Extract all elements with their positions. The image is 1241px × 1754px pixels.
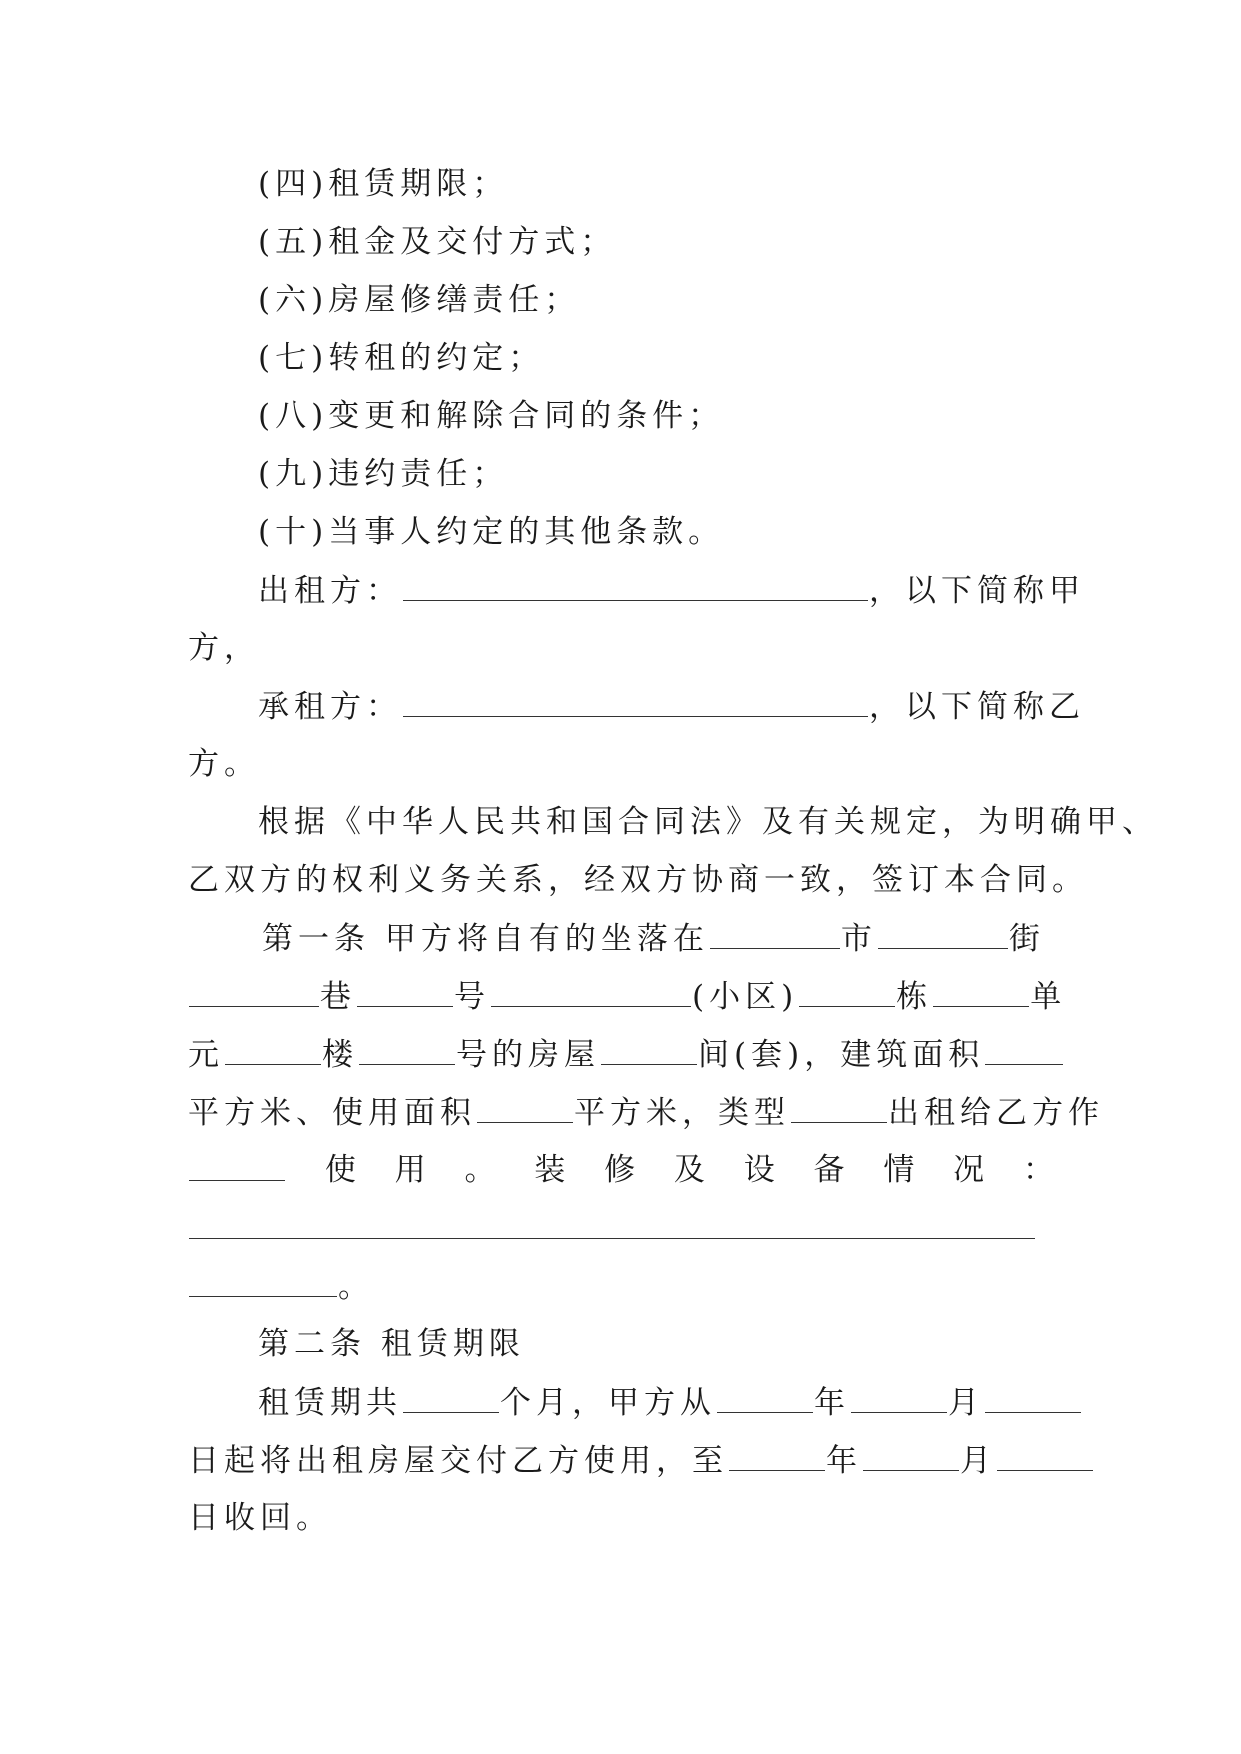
article1-line-2	[188, 976, 1067, 1017]
unit-label-start: 单	[1030, 979, 1067, 1015]
word-use-2: 用	[394, 1152, 426, 1188]
article1-line-7	[188, 1266, 1054, 1307]
end-year-label: 年	[826, 1443, 862, 1479]
article1-line-4	[188, 1092, 1104, 1133]
article2-line-3: 日收回。	[188, 1500, 332, 1536]
lessee-label: 承租方：	[258, 689, 402, 725]
community-blank[interactable]	[491, 976, 691, 1007]
usable-area-blank[interactable]	[477, 1092, 573, 1123]
word-decor-1: 装	[534, 1152, 566, 1188]
list-item-term: (四)租赁期限；	[258, 166, 509, 202]
start-year-blank[interactable]	[717, 1382, 813, 1413]
list-item-repair: (六)房屋修缮责任；	[258, 282, 581, 318]
list-item-other: (十)当事人约定的其他条款。	[258, 514, 725, 550]
article1-end-mark: 。	[338, 1269, 374, 1305]
decoration-blank-long[interactable]	[189, 1208, 1035, 1239]
type-blank[interactable]	[791, 1092, 887, 1123]
lessee-suffix: ，以下简称乙	[869, 689, 1085, 725]
rooms-blank[interactable]	[601, 1034, 697, 1065]
start-month-blank[interactable]	[851, 1382, 947, 1413]
type-label: 平方米，类型	[574, 1095, 790, 1131]
usable-area-label: 平方米、使用面积	[188, 1095, 476, 1131]
list-item-sublet: (七)转租的约定；	[258, 340, 545, 376]
start-year-label: 年	[814, 1385, 850, 1421]
lessor-suffix: ，以下简称甲	[869, 573, 1085, 609]
number-label: 号	[454, 979, 490, 1015]
article2-line-1	[258, 1382, 1054, 1423]
from-label: 个月，甲方从	[500, 1385, 716, 1421]
word-status-1: 情	[883, 1152, 915, 1188]
end-day-blank[interactable]	[997, 1440, 1093, 1471]
building-blank[interactable]	[799, 976, 895, 1007]
article1-line-1	[262, 918, 1054, 959]
word-period: 。	[464, 1152, 496, 1188]
community-label: (小区)	[692, 979, 799, 1015]
word-equip-2: 备	[813, 1152, 845, 1188]
number-blank[interactable]	[357, 976, 453, 1007]
lessee-line	[258, 686, 1085, 727]
word-decor-2: 修	[604, 1152, 636, 1188]
lease-to-label: 出租给乙方作	[888, 1095, 1104, 1131]
lessee-name-blank[interactable]	[403, 686, 868, 717]
floor-area-blank[interactable]	[985, 1034, 1063, 1065]
preamble-line-1: 根据《中华人民共和国合同法》及有关规定，为明确甲、	[258, 804, 1158, 840]
term-label: 租赁期共	[258, 1385, 402, 1421]
months-blank[interactable]	[403, 1382, 499, 1413]
list-item-liability: (九)违约责任；	[258, 456, 509, 492]
start-month-label: 月	[948, 1385, 984, 1421]
list-item-rent: (五)租金及交付方式；	[258, 224, 617, 260]
word-and: 及	[673, 1152, 705, 1188]
article1-line-3	[188, 1034, 1054, 1075]
preamble-line-2: 乙双方的权利义务关系，经双方协商一致，签订本合同。	[188, 862, 1088, 898]
unit-label-end: 元	[188, 1037, 224, 1073]
end-month-blank[interactable]	[863, 1440, 959, 1471]
lessor-wrap: 方，	[188, 630, 260, 666]
lane-blank[interactable]	[189, 976, 319, 1007]
decoration-blank-end[interactable]	[189, 1266, 337, 1297]
word-equip-1: 设	[743, 1152, 775, 1188]
list-item-termination: (八)变更和解除合同的条件；	[258, 398, 725, 434]
start-day-blank[interactable]	[985, 1382, 1081, 1413]
article2-heading: 第二条 租赁期限	[258, 1326, 525, 1362]
lessor-label: 出租方：	[258, 573, 402, 609]
word-colon: ：	[1022, 1152, 1054, 1188]
street-label: 街	[1008, 921, 1045, 957]
article2-line-2	[188, 1440, 1054, 1481]
lessee-wrap: 方。	[188, 746, 260, 782]
word-use-1: 使	[324, 1152, 356, 1188]
floor-area-label: 间(套)，建筑面积	[698, 1037, 985, 1073]
end-month-label: 月	[960, 1443, 996, 1479]
article1-heading-text: 第一条 甲方将自有的坐落在	[262, 921, 709, 957]
street-blank-prefix[interactable]	[878, 918, 1008, 949]
city-blank-prefix[interactable]	[710, 918, 840, 949]
purpose-blank[interactable]	[189, 1150, 285, 1181]
floor-label: 楼	[322, 1037, 358, 1073]
house-label: 号的房屋	[456, 1037, 600, 1073]
lane-label: 巷	[320, 979, 356, 1015]
deliver-label: 日起将出租房屋交付乙方使用，至	[188, 1443, 728, 1479]
lessor-name-blank[interactable]	[403, 570, 868, 601]
unit-blank[interactable]	[933, 976, 1029, 1007]
word-status-2: 况	[953, 1152, 985, 1188]
end-year-blank[interactable]	[729, 1440, 825, 1471]
article1-line-6	[188, 1208, 1054, 1249]
article1-line-5	[188, 1150, 1054, 1190]
city-label: 市	[840, 921, 877, 957]
building-label: 栋	[896, 979, 933, 1015]
floor-blank[interactable]	[225, 1034, 321, 1065]
room-number-blank[interactable]	[359, 1034, 455, 1065]
lessor-line	[258, 570, 1085, 611]
